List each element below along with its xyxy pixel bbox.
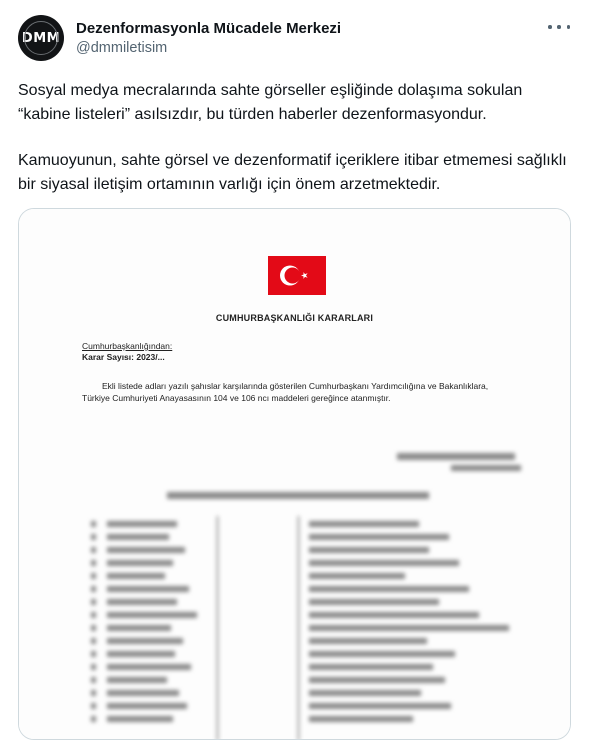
avatar[interactable] <box>18 15 64 61</box>
more-dot <box>557 25 561 29</box>
account-name[interactable]: Dezenformasyonla Mücadele Merkezi <box>76 20 342 37</box>
document-decision-number: Karar Sayısı: 2023/... <box>82 352 165 362</box>
more-dot <box>567 25 571 29</box>
more-horizontal-icon[interactable] <box>548 18 570 36</box>
document-body: Ekli listede adları yazılı şahıslar karşılarında gösterilen Cumhurbaşkanı Yardımcılığına ve Bakanlıklara, Türkiye Cumhuriyeti Anayasasının 104 ve 106 ncı maddeleri gereğince atanmıştır. <box>82 381 489 403</box>
account-handle[interactable]: @dmmiletisim <box>76 40 168 56</box>
document-from: Cumhurbaşkanlığından: <box>82 341 173 351</box>
tweet-text-paragraph-2: Kamuoyunun, sahte görsel ve dezenformatif içeriklere itibar etmemesi sağlıklı bir siyasal iletişim ortamının varlığı için önem arzetmektedir. <box>18 152 567 193</box>
avatar-logo-text: DMM <box>21 30 61 46</box>
document-image <box>19 209 570 739</box>
avatar-ring <box>21 21 61 55</box>
tweet-text-paragraph-1: Sosyal medya mecralarında sahte görseller eşliğinde dolaşıma sokulan “kabine listeleri” asılsızdır, bu türden haberler dezenformasyondur. <box>18 82 523 123</box>
media-card[interactable] <box>18 208 571 740</box>
blurred-table <box>19 209 570 739</box>
more-dot <box>548 25 552 29</box>
document-title: CUMHURBAŞKANLIĞI KARARLARI <box>215 313 374 323</box>
